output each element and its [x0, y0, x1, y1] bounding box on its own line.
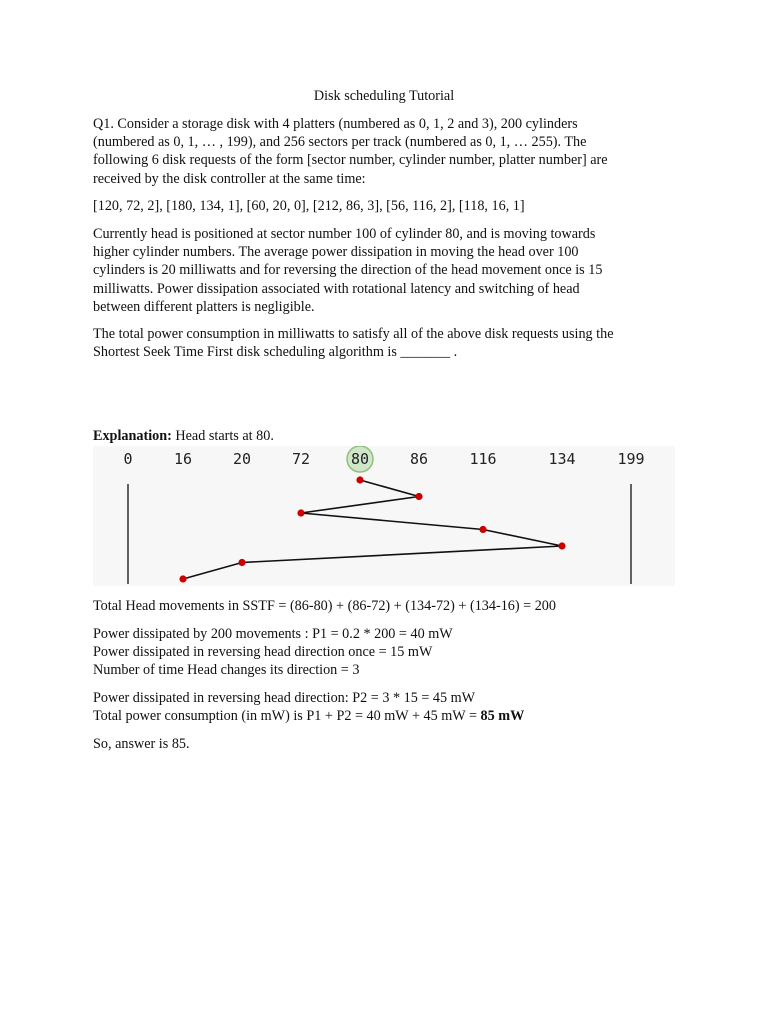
question-line: received by the disk controller at the same time: [93, 170, 366, 187]
context-paragraph [93, 225, 673, 316]
cylinder-label-116: 116 [469, 450, 497, 468]
question-line: following 6 disk requests of the form [sector number, cylinder number, platter number] are [93, 152, 608, 169]
head-stop-point-20 [238, 559, 245, 566]
sstf-diagram [93, 446, 675, 586]
head-stop-point-134 [558, 542, 565, 549]
reverse-once-line: Power dissipated in reversing head direction once = 15 mW [93, 644, 433, 661]
document-title: Disk scheduling Tutorial [313, 88, 455, 104]
ask-line: Shortest Seek Time First disk scheduling algorithm is _______ . [93, 344, 458, 361]
head-stop-point-86 [415, 493, 422, 500]
cylinder-label-72: 72 [291, 450, 311, 468]
p1-line: Power dissipated by 200 movements : P1 = 0.2 * 200 = 40 mW [93, 626, 453, 642]
explanation-label: Explanation: [93, 428, 172, 444]
movements-line: Total Head movements in SSTF = (86-80) + (86-72) + (134-72) + (134-16) = 200 [93, 598, 556, 614]
head-stop-point-72 [297, 509, 304, 516]
cylinder-label-199: 199 [617, 450, 645, 468]
question-line: Q1. Consider a storage disk with 4 platters (numbered as 0, 1, 2 and 3), 200 cylinders [93, 116, 578, 132]
question-paragraph [93, 115, 673, 188]
total-line [93, 707, 673, 725]
context-line: cylinders is 20 milliwatts and for reversing the direction of the head movement once is 15 [93, 262, 603, 279]
head-stop-point-116 [479, 526, 486, 533]
context-line: between different platters is negligible. [93, 298, 315, 315]
direction-changes-line: Number of time Head changes its direction = 3 [93, 662, 360, 679]
explanation-text: Head starts at 80. [171, 428, 274, 444]
context-line: Currently head is positioned at sector number 100 of cylinder 80, and is moving towards [93, 226, 596, 242]
total-prefix: Total power consumption (in mW) is P1 + P2 = 40 mW + 45 mW = [93, 708, 481, 725]
context-line: higher cylinder numbers. The average power dissipation in moving the head over 100 [93, 244, 579, 261]
ask-paragraph [93, 325, 673, 361]
requests-list: [120, 72, 2], [180, 134, 1], [60, 20, 0], [212, 86, 3], [56, 116, 2], [118, 16, 1] [93, 198, 525, 214]
question-line: (numbered as 0, 1, … , 199), and 256 sectors per track (numbered as 0, 1, … 255). The [93, 134, 587, 151]
explanation-heading [93, 427, 673, 445]
head-stop-point-80 [356, 476, 363, 483]
total-value: 85 mW [480, 708, 525, 725]
total-paragraph [93, 689, 673, 725]
cylinder-label-20: 20 [232, 450, 252, 468]
power-paragraph [93, 625, 673, 680]
cylinder-label-80: 80 [350, 450, 370, 468]
answer-line: So, answer is 85. [93, 736, 190, 752]
cylinder-label-0: 0 [123, 450, 133, 468]
head-stop-point-16 [179, 575, 186, 582]
cylinder-label-134: 134 [548, 450, 576, 468]
sstf-diagram-svg [93, 446, 675, 586]
context-line: milliwatts. Power dissipation associated with rotational latency and switching of head [93, 280, 580, 297]
p2-line: Power dissipated in reversing head direction: P2 = 3 * 15 = 45 mW [93, 690, 476, 706]
cylinder-label-16: 16 [173, 450, 193, 468]
cylinder-label-86: 86 [409, 450, 429, 468]
ask-line: The total power consumption in milliwatts to satisfy all of the above disk requests using the [93, 326, 614, 342]
